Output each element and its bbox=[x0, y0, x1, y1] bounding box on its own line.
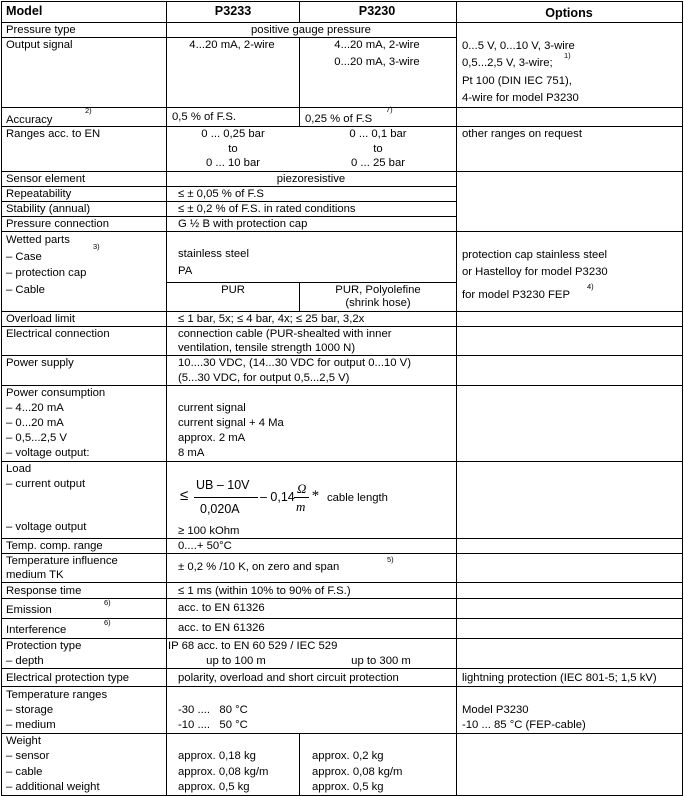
protection-type-depth-p3233: up to 100 m bbox=[206, 655, 266, 667]
row-label-pressure-connection: Pressure connection bbox=[6, 218, 109, 230]
wetted-parts-cable-p3230-line1: PUR, Polyolefine bbox=[335, 284, 421, 296]
row-line bbox=[1, 231, 683, 232]
wetted-parts-case-label: – Case bbox=[6, 251, 42, 263]
power-consumption-sub3: – 0,5...2,5 V bbox=[6, 432, 67, 444]
column-divider-model-cable bbox=[299, 282, 300, 311]
row-label-emission: Emission bbox=[6, 604, 52, 616]
header-p3230: P3230 bbox=[358, 4, 396, 18]
ranges-p3233-line3: 0 ... 10 bar bbox=[205, 157, 261, 169]
formula-denominator: 0,020A bbox=[200, 502, 240, 516]
footnote-marker: 7) bbox=[386, 105, 393, 114]
wetted-parts-case-value: stainless steel bbox=[178, 248, 249, 260]
row-label-output-signal: Output signal bbox=[6, 39, 73, 51]
footnote-marker: 2) bbox=[85, 106, 92, 115]
row-label-ranges: Ranges acc. to EN bbox=[6, 128, 101, 140]
row-label-temperature-ranges: Temperature ranges bbox=[6, 689, 108, 701]
row-label-wetted-parts: Wetted parts bbox=[6, 234, 70, 246]
electrical-connection-line2: ventilation, tensile strength 1000 N) bbox=[178, 342, 356, 354]
formula-tail: cable length bbox=[327, 492, 388, 504]
temperature-ranges-medium-value: -10 .... 50 °C bbox=[178, 719, 248, 731]
row-label-repeatability: Repeatability bbox=[6, 188, 72, 200]
row-label-electrical-protection: Electrical protection type bbox=[6, 672, 130, 684]
table-border-left bbox=[1, 1, 2, 795]
header-options: Options bbox=[545, 6, 593, 20]
load-voltage-value: ≥ 100 kOhm bbox=[178, 525, 240, 537]
row-label-protection-type: Protection type bbox=[6, 640, 82, 652]
row-line bbox=[1, 461, 683, 462]
row-line bbox=[1, 668, 683, 669]
wetted-parts-protection-cap-label: – protection cap bbox=[6, 267, 87, 279]
output-signal-p3230-line1: 4...20 mA, 2-wire bbox=[334, 39, 420, 51]
power-consumption-val1: current signal bbox=[178, 402, 246, 414]
wetted-parts-protection-cap-value: PA bbox=[178, 265, 193, 277]
load-current-output-label: – current output bbox=[6, 478, 86, 490]
formula-minus-coefficient: – 0,14 bbox=[260, 490, 295, 504]
output-signal-options-line2: 0,5...2,5 V, 3-wire; bbox=[462, 57, 553, 69]
ranges-p3230-line3: 0 ... 25 bar bbox=[350, 157, 406, 169]
table-border-right bbox=[682, 1, 683, 795]
formula-less-equal: ≤ bbox=[180, 487, 189, 504]
row-label-temp-influence-line2: medium TK bbox=[6, 569, 64, 581]
ranges-p3233-line2: to bbox=[228, 143, 238, 155]
row-label-stability: Stability (annual) bbox=[6, 203, 91, 215]
repeatability-value: ≤ ± 0,05 % of F.S bbox=[178, 188, 264, 200]
row-label-interference: Interference bbox=[6, 624, 67, 636]
output-signal-p3233: 4...20 mA, 2-wire bbox=[189, 39, 275, 51]
pressure-connection-value: G ½ B with protection cap bbox=[178, 218, 308, 230]
accuracy-p3230: 0,25 % of F.S bbox=[305, 113, 373, 125]
accuracy-p3233: 0,5 % of F.S. bbox=[172, 111, 237, 123]
weight-p3233-cable: approx. 0,08 kg/m bbox=[178, 766, 269, 778]
emission-value: acc. to EN 61326 bbox=[178, 602, 265, 614]
row-label-temp-comp-range: Temp. comp. range bbox=[6, 540, 103, 552]
row-line bbox=[1, 733, 683, 734]
row-line bbox=[1, 107, 683, 108]
formula-star: * bbox=[311, 488, 319, 504]
formula-unit-bar bbox=[294, 497, 309, 498]
column-divider-options bbox=[456, 1, 457, 795]
footnote-marker: 3) bbox=[93, 242, 100, 251]
temp-influence-value: ± 0,2 % /10 K, on zero and span bbox=[178, 561, 340, 573]
formula-unit-denominator: m bbox=[296, 499, 306, 514]
column-divider-label bbox=[166, 1, 167, 795]
formula-fraction-bar bbox=[194, 497, 258, 498]
formula-unit-numerator: Ω bbox=[297, 481, 307, 496]
interference-value: acc. to EN 61326 bbox=[178, 622, 265, 634]
response-time-value: ≤ 1 ms (within 10% to 90% of F.S.) bbox=[178, 585, 351, 597]
output-signal-p3230-line2: 0...20 mA, 3-wire bbox=[334, 56, 420, 68]
stability-value: ≤ ± 0,2 % of F.S. in rated conditions bbox=[178, 203, 356, 215]
temperature-ranges-storage-label: – storage bbox=[6, 704, 54, 716]
weight-p3233-additional: approx. 0,5 kg bbox=[178, 781, 250, 793]
output-signal-options-line3: Pt 100 (DIN IEC 751), bbox=[462, 75, 572, 87]
header-p3233: P3233 bbox=[214, 4, 252, 18]
protection-type-value: IP 68 acc. to EN 60 529 / IEC 529 bbox=[168, 640, 338, 652]
row-label-power-consumption: Power consumption bbox=[6, 387, 106, 399]
power-consumption-sub1: – 4...20 mA bbox=[6, 402, 64, 414]
temperature-ranges-options-line1: Model P3230 bbox=[462, 704, 529, 716]
row-line bbox=[1, 1, 683, 2]
row-line bbox=[1, 638, 683, 639]
power-consumption-val2: current signal + 4 Ma bbox=[178, 417, 284, 429]
temperature-ranges-medium-label: – medium bbox=[6, 719, 56, 731]
temperature-ranges-storage-value: -30 .... 80 °C bbox=[178, 704, 248, 716]
power-consumption-val3: approx. 2 mA bbox=[178, 432, 246, 444]
footnote-marker: 6) bbox=[104, 618, 111, 627]
weight-additional-label: – additional weight bbox=[6, 781, 100, 793]
power-supply-line2: (5...30 VDC, for output 0,5...2,5 V) bbox=[178, 372, 350, 384]
row-label-weight: Weight bbox=[6, 735, 41, 747]
overload-limit-value: ≤ 1 bar, 5x; ≤ 4 bar, 4x; ≤ 25 bar, 3,2x bbox=[178, 313, 365, 325]
wetted-parts-cable-p3233: PUR bbox=[221, 284, 245, 296]
ranges-p3230-line1: 0 ... 0,1 bar bbox=[349, 128, 407, 140]
weight-p3233-sensor: approx. 0,18 kg bbox=[178, 750, 256, 762]
weight-p3230-cable: approx. 0,08 kg/m bbox=[312, 766, 403, 778]
electrical-protection-options: lightning protection (IEC 801-5; 1,5 kV) bbox=[462, 672, 657, 684]
row-line bbox=[1, 686, 683, 687]
footnote-marker: 6) bbox=[104, 598, 111, 607]
column-divider-model-output bbox=[299, 37, 300, 126]
wetted-parts-options-line3: for model P3230 FEP bbox=[462, 289, 571, 301]
weight-sensor-label: – sensor bbox=[6, 750, 50, 762]
row-label-response-time: Response time bbox=[6, 585, 82, 597]
row-label-temp-influence-line1: Temperature influence bbox=[6, 555, 118, 567]
ranges-p3230-line2: to bbox=[373, 143, 383, 155]
wetted-parts-options-line2: or Hastelloy for model P3230 bbox=[462, 266, 608, 278]
load-voltage-output-label: – voltage output bbox=[6, 521, 87, 533]
electrical-connection-line1: connection cable (PUR-shealted with inner bbox=[178, 328, 392, 340]
protection-type-depth-p3230: up to 300 m bbox=[351, 655, 411, 667]
row-label-sensor-element: Sensor element bbox=[6, 173, 86, 185]
column-divider-model-weight bbox=[299, 733, 300, 795]
ranges-options: other ranges on request bbox=[462, 128, 582, 140]
row-line bbox=[1, 582, 683, 583]
row-label-accuracy: Accuracy bbox=[6, 114, 53, 126]
row-label-pressure-type: Pressure type bbox=[6, 24, 76, 36]
row-line bbox=[1, 538, 683, 539]
output-signal-options-line1: 0...5 V, 0...10 V, 3-wire bbox=[462, 40, 575, 52]
weight-p3230-sensor: approx. 0,2 kg bbox=[312, 750, 384, 762]
power-consumption-sub2: – 0...20 mA bbox=[6, 417, 64, 429]
row-label-overload-limit: Overload limit bbox=[6, 313, 76, 325]
footnote-marker: 5) bbox=[387, 555, 394, 564]
temp-comp-range-value: 0....+ 50°C bbox=[178, 540, 232, 552]
protection-type-depth-label: – depth bbox=[6, 655, 44, 667]
wetted-parts-cable-p3230-line2: (shrink hose) bbox=[345, 297, 411, 309]
wetted-parts-options-line1: protection cap stainless steel bbox=[462, 249, 608, 261]
ranges-p3233-line1: 0 ... 0,25 bar bbox=[201, 128, 265, 140]
power-consumption-sub4: – voltage output: bbox=[6, 447, 90, 459]
row-label-power-supply: Power supply bbox=[6, 357, 74, 369]
footnote-marker: 4) bbox=[587, 282, 594, 291]
pressure-type-value: positive gauge pressure bbox=[251, 24, 371, 36]
header-model: Model bbox=[6, 4, 43, 18]
row-label-electrical-connection: Electrical connection bbox=[6, 328, 110, 340]
footnote-marker: 1) bbox=[564, 51, 571, 60]
sensor-element-value: piezoresistive bbox=[276, 173, 346, 185]
temperature-ranges-options-line2: -10 ... 85 °C (FEP-cable) bbox=[462, 719, 586, 731]
column-divider-model-header bbox=[299, 1, 300, 22]
formula-numerator: UB – 10V bbox=[196, 478, 250, 492]
power-consumption-val4: 8 mA bbox=[178, 447, 205, 459]
wetted-parts-cable-label: – Cable bbox=[6, 284, 45, 296]
weight-p3230-additional: approx. 0,5 kg bbox=[312, 781, 384, 793]
power-supply-line1: 10....30 VDC, (14...30 VDC for output 0...10 V) bbox=[178, 357, 411, 369]
weight-cable-label: – cable bbox=[6, 766, 43, 778]
output-signal-options-line4: 4-wire for model P3230 bbox=[462, 92, 579, 104]
row-label-load: Load bbox=[6, 463, 32, 475]
electrical-protection-value: polarity, overload and short circuit protection bbox=[178, 672, 399, 684]
